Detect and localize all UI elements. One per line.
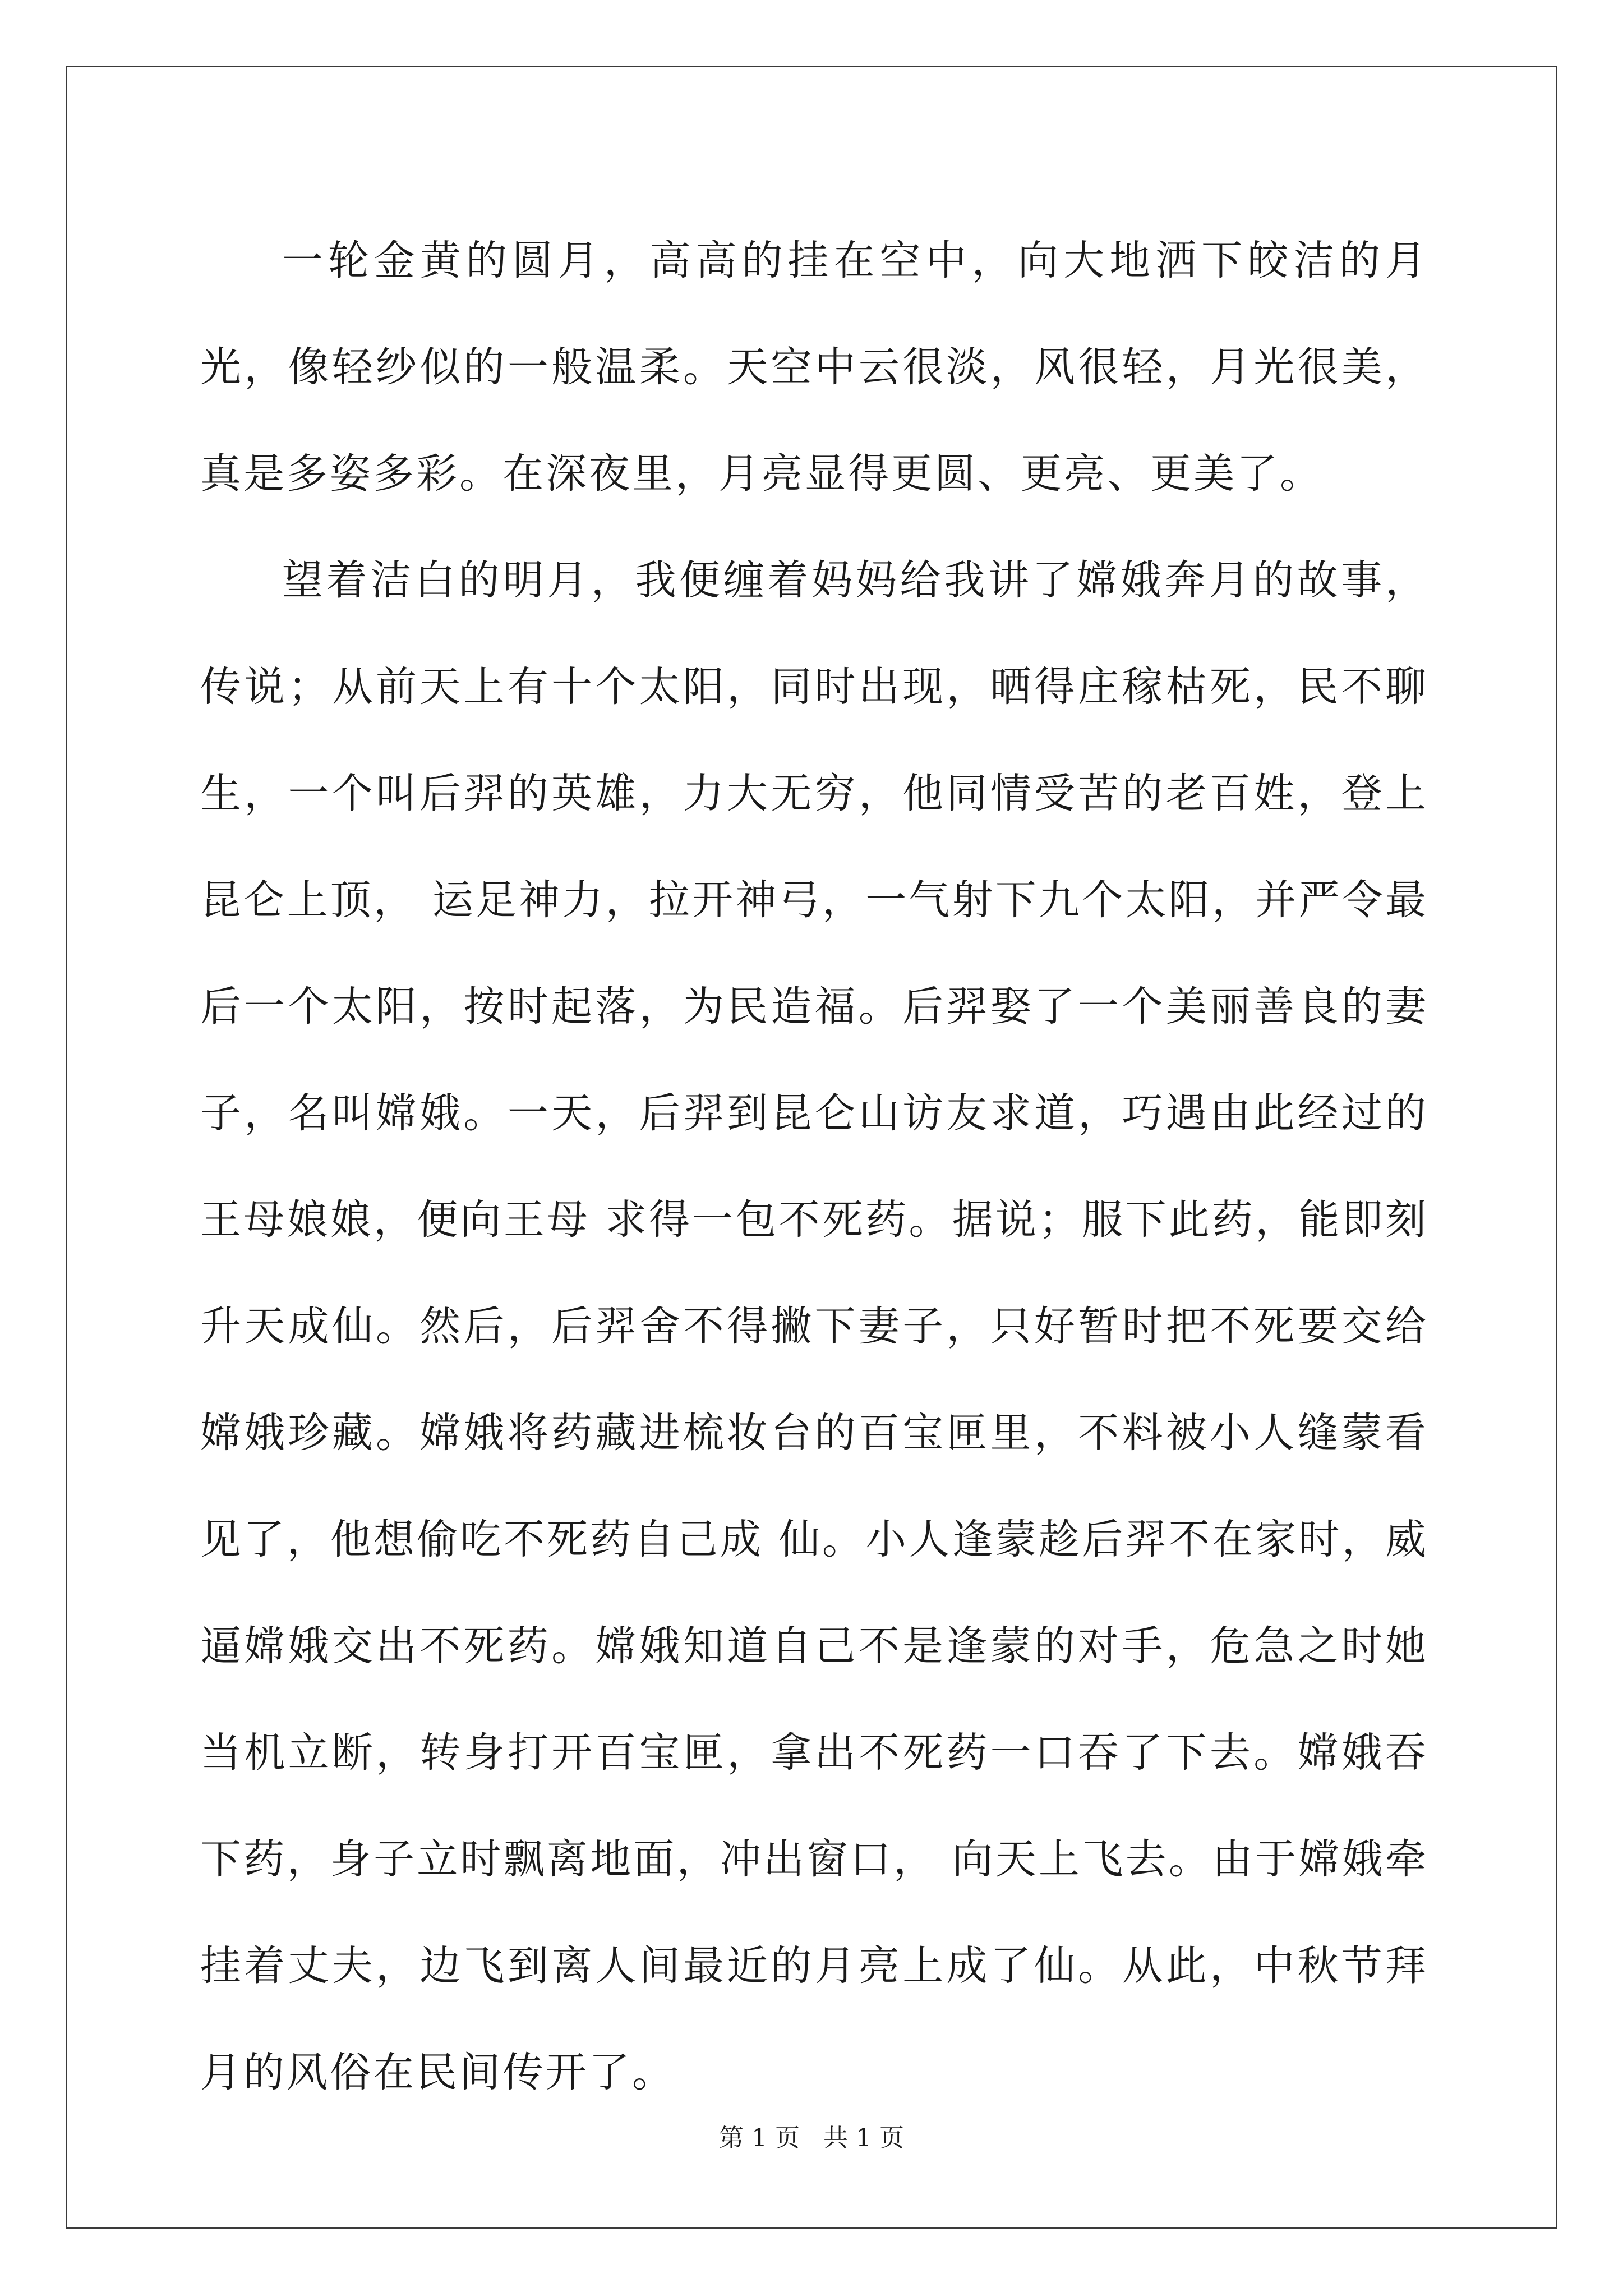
page-footer: 第 1 页 共 1 页 xyxy=(719,2124,904,2152)
paragraph-2: 望着洁白的明月，我便缠着妈妈给我讲了嫦娥奔月的故事，传说；从前天上有十个太阳，同时出现，晒得庄稼枯死，民不聊生，一个叫后羿的英雄，力大无穷，他同情受苦的老百姓，登上昆仑上顶， 运足神力，拉开神弓，一气射下九个太阳，并严令最后一个太阳，按时起落，为民造福。后羿娶了一个美丽善良的妻子，名叫嫦娥。一天，后羿到昆仑山访友求道，巧遇由此经过的王母娘娘，便向王母 求得一包不死药。据说；服下此药，能即刻升天成仙。然后，后羿舍不得撇下妻子，只好暂时把不死要交给嫦娥珍藏。嫦娥将药藏进梳妆台的百宝匣里，不料被小人缝蒙看见了，他想偷吃不死药自己成 仙。小人逢蒙趁后羿不在家时，威逼嫦娥交出不死药。嫦娥知道自己不是逢蒙的对手，危急之时她当机立断，转身打开百宝匣，拿出不死药一口吞了下去。嫦娥吞下药，身子立时飘离地面，冲出窗口， 向天上飞去。由于嫦娥牵挂着丈夫，边飞到离人间最近的月亮上成了仙。从此，中秋节拜月的风俗在民间传开了。 xyxy=(200,556,1428,2096)
document-body xyxy=(200,208,1428,2126)
paragraph-1: 一轮金黄的圆月，高高的挂在空中，向大地洒下皎洁的月光，像轻纱似的一般温柔。天空中云很淡，风很轻，月光很美，真是多姿多彩。在深夜里，月亮显得更圆、更亮、更美了。 xyxy=(200,237,1428,498)
